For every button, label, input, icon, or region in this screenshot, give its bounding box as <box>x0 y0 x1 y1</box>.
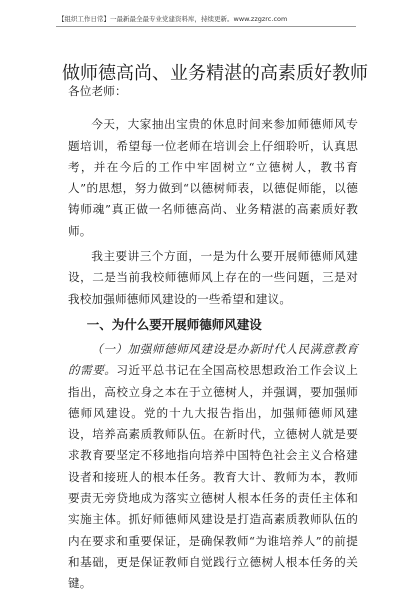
paragraph-body: 习近平总书记在全国高校思想政治工作会议上指出，高校立身之本在于立德树人，并强调，要加强师德师风建设。党的十九大报告指出，加强师德师风建设，培养高素质教师队伍。在新时代，立德树人就是要求教育要坚定不移地指向培养中国特色社会主义合格建设者和接班人的根本任务。教育大计、教师为本，教师要责无旁贷地成为落实立德树人根本任务的责任主体和实施主体。抓好师德师风建设是打造高素质教师队伍的内在要求和重要保证，是确保教师“为谁培养人”的前提和基础，更是保证教师自觉践行立德树人根本任务的关键。 <box>68 363 358 591</box>
page-header-text: 【组织工作日常】一最新最全最专业党建资料库，持续更新。www.zzgzrc.com <box>58 15 288 23</box>
salutation: 各位老师： <box>68 84 127 98</box>
paragraph-section-1 <box>68 339 358 595</box>
document-body <box>68 81 358 595</box>
section-heading: 一、为什么要开展师德师风建设 <box>86 316 262 332</box>
paragraph-lead: （一）加强师德师风建设是办新时代人民满意教育的需要。 <box>68 341 358 378</box>
header-divider <box>56 26 356 27</box>
paragraph-outline: 我主要讲三个方面，一是为什么要开展师德师风建设，二是当前我校师德师风上存在的一些问题，三是对我校加强师德师风建设的一些希望和建议。 <box>68 249 358 306</box>
document-title: 做师德高尚、业务精湛的高素质好教师 <box>62 63 368 85</box>
paragraph-intro: 今天，大家抽出宝贵的休息时间来参加师德师风专题培训，希望每一位老师在培训会上仔细聆听，认真思考，并在今后的工作中牢固树立“立德树人，教书育人”的思想，努力做到“以德树师表，以德促师能，以德铸师魂”真正做一名师德高尚、业务精湛的高素质好教师。 <box>68 117 358 238</box>
